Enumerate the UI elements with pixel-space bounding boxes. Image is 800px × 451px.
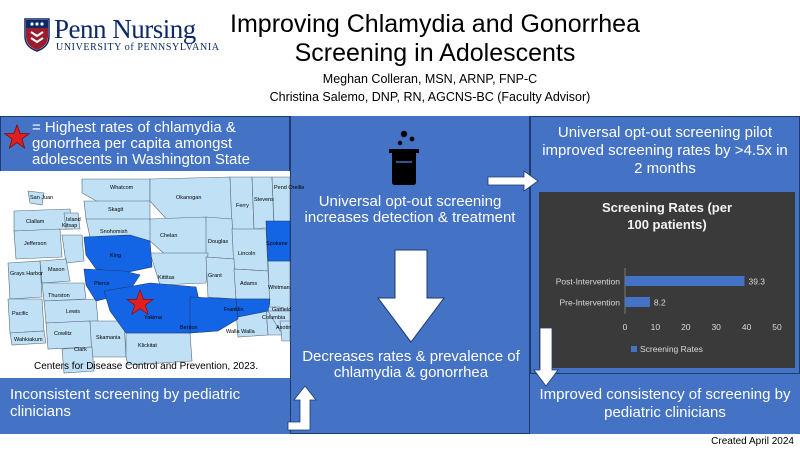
label-okanogan: Okanogan (176, 195, 202, 201)
label-yakima: Yakima (144, 315, 162, 321)
chart-x-tick-label: 40 (741, 322, 752, 332)
right-top-statement: Universal opt-out screening pilot improved screening rates by >4.5x in 2 months (542, 124, 788, 177)
label-benton: Benton (180, 325, 198, 331)
label-cowlitz: Cowlitz (54, 331, 72, 337)
legend-description: = Highest rates of chlamydia & gonorrhea per capita amongst adolescents in Washington State (32, 119, 250, 168)
county-douglas (206, 217, 234, 259)
screening-rates-chart (539, 192, 795, 368)
penn-nursing-logo (24, 14, 220, 56)
up-right-arrow-icon (288, 386, 318, 430)
penn-shield-icon (24, 18, 50, 52)
label-wahkiakum: Wahkiakum (14, 337, 43, 343)
label-columbia: Columbia (262, 315, 286, 321)
chart-x-tick-label: 20 (681, 322, 691, 332)
chart-data-label: 8.2 (653, 297, 666, 308)
county-asotin (280, 321, 290, 341)
label-kittitas: Kittitas (158, 275, 175, 281)
label-pierce: Pierce (94, 281, 110, 287)
title-line-1: Improving Chlamydia and Gonorrhea (230, 10, 640, 38)
created-date: Created April 2024 (711, 436, 794, 447)
label-kitsap: Kitsap (62, 223, 78, 229)
legend-star-icon (4, 124, 30, 150)
label-douglas: Douglas (208, 239, 229, 245)
county-pend-oreille (272, 177, 290, 223)
label-lewis: Lewis (66, 309, 81, 315)
author-advisor: Christina Salemo, DNP, RN, AGCNS-BC (Faculty Advisor) (269, 90, 591, 104)
down-arrow-icon (378, 250, 444, 342)
down-arrow-small-icon (534, 328, 558, 386)
author-primary: Meghan Colleran, MSN, ARNP, FNP-C (322, 72, 538, 86)
label-skagit: Skagit (108, 207, 124, 213)
chart-legend-label: Screening Rates (640, 344, 703, 354)
chart-x-tick-label: 10 (650, 322, 661, 332)
label-thurston: Thurston (48, 293, 70, 299)
label-adams: Adams (240, 281, 258, 287)
label-jefferson: Jefferson (24, 241, 47, 247)
label-klickitat: Klickitat (138, 343, 157, 349)
label-san-juan: San Juan (30, 195, 54, 201)
right-arrow-icon (488, 171, 538, 191)
label-grays-harbor: Grays Harbor (10, 271, 44, 277)
chart-title: Screening Rates (per 100 patients) (601, 200, 733, 232)
label-ferry: Ferry (236, 203, 249, 209)
label-island: Island (66, 217, 81, 223)
chart-x-tick-label: 50 (772, 322, 782, 332)
middle-top-statement: Universal opt-out screening increases detection & treatment (304, 193, 516, 226)
label-lincoln: Lincoln (238, 251, 256, 257)
county-lincoln (232, 229, 268, 271)
label-pend-oreille: Pend Oreille (274, 185, 305, 191)
label-walla-walla: Walla Walla (226, 329, 255, 335)
chart-bar (625, 297, 650, 307)
label-mason: Mason (48, 267, 65, 273)
label-chelan: Chelan (160, 233, 178, 239)
logo-subtitle: UNIVERSITY of PENNSYLVANIA (56, 42, 220, 53)
chart-x-tick-label: 30 (711, 322, 721, 332)
beaker-icon (383, 130, 425, 186)
label-whatcom: Whatcom (110, 185, 134, 191)
label-skamania: Skamania (96, 335, 121, 341)
label-stevens: Stevens (254, 197, 274, 203)
map-caption: Centers for Disease Control and Prevention, 2023. (34, 361, 259, 372)
label-clark: Clark (74, 347, 87, 353)
label-snohomish: Snohomish (100, 229, 128, 235)
chart-category-label: Post-Intervention (555, 276, 620, 287)
label-grant: Grant (208, 273, 222, 279)
label-spokane: Spokane (266, 241, 288, 247)
label-franklin: Franklin (224, 307, 244, 313)
chart-bar (625, 276, 744, 286)
label-garfield: Garfield (272, 307, 292, 313)
county-grays-harbor (8, 261, 42, 299)
label-pacific: Pacific (12, 311, 29, 317)
chart-category-label: Pre-Intervention (559, 297, 620, 308)
label-asotin: Asotin (276, 325, 292, 331)
chart-data-label: 39.3 (748, 276, 766, 287)
label-king: King (110, 253, 122, 259)
chart-x-tick-label: 0 (622, 322, 628, 332)
title-line-2: Screening in Adolescents (294, 39, 576, 67)
page-title (200, 10, 670, 68)
chart-legend-swatch (631, 346, 637, 352)
left-bottom-statement: Inconsistent screening by pediatric clinicians (10, 386, 241, 420)
label-clallam: Clallam (26, 219, 45, 225)
chart-svg (539, 192, 795, 368)
washington-county-map (0, 171, 305, 378)
right-bottom-statement: Improved consistency of screening by pediatric clinicians (539, 386, 791, 421)
middle-bottom-statement: Decreases rates & prevalence of chlamydia & gonorrhea (302, 348, 520, 381)
map-svg (0, 171, 305, 378)
label-whitman: Whitman (268, 285, 290, 291)
logo-wordmark: Penn Nursing (54, 14, 196, 44)
